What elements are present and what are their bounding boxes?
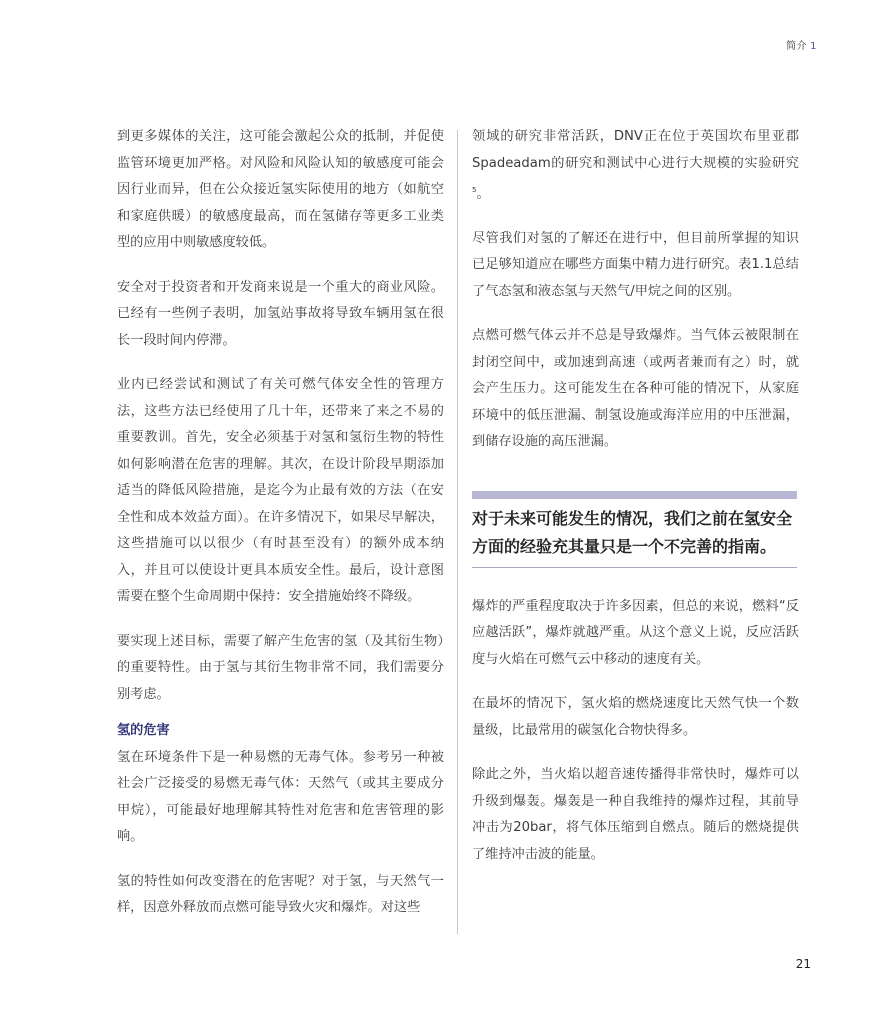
running-header [786,37,817,52]
paragraph: 安全对于投资者和开发商来说是一个重大的商业风险。已经有一些例子表明，加氢站事故将导致车辆用氢在很长一段时间内停滞。 [117,279,444,348]
section-title: 简介 [786,41,808,52]
paragraph: 在最坏的情况下，氢火焰的燃烧速度比天然气快一个数量级，比最常用的碳氢化合物快得多。 [472,696,799,738]
right-column [472,124,799,868]
column-divider [457,130,458,934]
paragraph [472,124,799,208]
paragraph: 氢在环境条件下是一种易燃的无毒气体。参考另一种被社会广泛接受的易燃无毒气体：天然气（或其主要成分甲烷），可能最好地理解其特性对危害和危害管理的影响。 [117,749,444,844]
paragraph: 爆炸的严重程度取决于许多因素，但总的来说，燃料“反应越活跃”，爆炸就越严重。从这个意义上说，反应活跃度与火焰在可燃气云中移动的速度有关。 [472,598,799,667]
chapter-number: 1 [810,41,817,52]
paragraph: 尽管我们对氢的了解还在进行中，但目前所掌握的知识已足够知道应在哪些方面集中精力进行研究。表1.1总结了气态氢和液态氢与天然气/甲烷之间的区别。 [472,230,799,299]
paragraph-text: 领域的研究非常活跃，DNV正在位于英国坎布里亚郡Spadeadam的研究和测试中心进行大规模的实验研究 [472,129,799,171]
paragraph: 除此之外，当火焰以超音速传播得非常快时，爆炸可以升级到爆轰。爆轰是一种自我维持的爆炸过程，其前导冲击为20bar，将气体压缩到自燃点。随后的燃烧提供了维持冲击波的能量。 [472,767,799,862]
paragraph: 要实现上述目标，需要了解产生危害的氢（及其衍生物）的重要特性。由于氢与其衍生物非常不同，我们需要分别考虑。 [117,633,444,702]
paragraph: 氢的特性如何改变潜在的危害呢？对于氢，与天然气一样，因意外释放而点燃可能导致火灾和爆炸。对这些 [117,873,444,915]
pull-quote-text: 对于未来可能发生的情况，我们之前在氢安全方面的经验充其量只是一个不完善的指南。 [472,508,793,556]
paragraph: 点燃可燃气体云并不总是导致爆炸。当气体云被限制在封闭空间中，或加速到高速（或两者兼而有之）时，就会产生压力。这可能发生在各种可能的情况下，从家庭环境中的低压泄漏、制氢设施或海洋应用的中压泄漏，到储存设施的高压泄漏。 [472,328,799,450]
left-column [117,124,444,922]
paragraph: 到更多媒体的关注，这可能会激起公众的抵制，并促使监管环境更加严格。对风险和风险认知的敏感度可能会因行业而异，但在公众接近氢实际使用的地方（如航空和家庭供暖）的敏感度最高，而在氢储存等更多工业类型的应用中则敏感度较低。 [117,129,444,250]
page-number: 21 [795,957,811,971]
footnote-ref: 5 [472,186,477,194]
paragraph-end: 。 [476,186,490,202]
paragraph: 业内已经尝试和测试了有关可燃气体安全性的管理方法，这些方法已经使用了几十年，还带来了来之不易的重要教训。首先，安全必须基于对氢和氢衍生物的特性如何影响潜在危害的理解。其次，在设计阶段早期添加适当的降低风险措施，是迄今为止最有效的方法（在安全性和成本效益方面）。在许多情况下，如果尽早解决，这些措施可以以很少（有时甚至没有）的额外成本纳入，并且可以使设计更具本质安全性。最后，设计意图需要在整个生命周期中保持：安全措施始终不降级。 [117,377,444,604]
pull-quote [472,491,797,568]
section-heading: 氢的危害 [117,723,170,738]
